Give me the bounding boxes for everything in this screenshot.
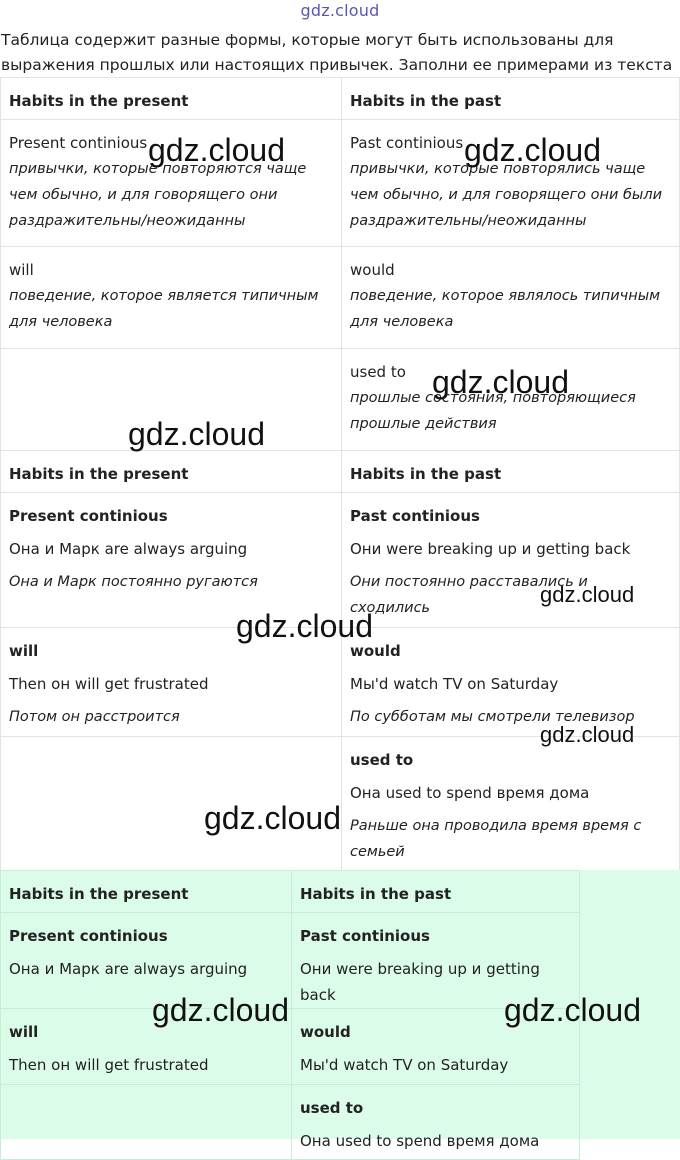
form-label: would [300, 1023, 351, 1041]
example-sentence: Они were breaking up и getting back [300, 960, 540, 1004]
form-label: will [9, 1023, 39, 1041]
header-past-cell [342, 78, 680, 120]
example-sentence: Она и Марк are always arguing [9, 540, 248, 558]
table-cell [342, 737, 680, 871]
form-description: привычки, которые повторяются чаще чем обычно, и для говорящего они раздражительны/неожиданны [9, 161, 307, 229]
form-label: will [9, 642, 39, 660]
header-past: Habits in the past [350, 465, 502, 483]
example-sentence: Then он will get frustrated [9, 675, 209, 693]
watermark: gdz.cloud [464, 132, 601, 168]
form-description: поведение, которое являлось типичным для человека [350, 288, 661, 330]
header-present: Habits in the present [9, 885, 189, 903]
form-label: used to [350, 363, 406, 381]
example-sentence: Она used to spend время дома [300, 1132, 540, 1150]
form-label: will [9, 261, 34, 279]
example-sentence: Then он will get frustrated [9, 1056, 209, 1074]
watermark: gdz.cloud [204, 800, 341, 836]
example-sentence: Мы'd watch TV on Saturday [300, 1056, 509, 1074]
form-description: поведение, которое является типичным для человека [9, 288, 319, 330]
form-label: Present continious [9, 507, 168, 525]
header-present-cell [1, 78, 342, 120]
watermark: gdz.cloud [432, 364, 569, 400]
empty-cell [1, 1085, 292, 1160]
header-present: Habits in the present [9, 92, 189, 110]
example-sentence: Они were breaking up и getting back [350, 540, 631, 558]
form-label: Past continious [300, 927, 430, 945]
form-label: would [350, 261, 395, 279]
table-cell [292, 1085, 580, 1160]
example-sentence: Мы'd watch TV on Saturday [350, 675, 559, 693]
table-cell [342, 247, 680, 349]
example-sentence: Она и Марк are always arguing [9, 960, 248, 978]
header-present-cell [1, 451, 342, 493]
example-translation: Потом он расстроится [9, 709, 180, 725]
example-translation: Она и Марк постоянно ругаются [9, 574, 258, 590]
header-past: Habits in the past [350, 92, 502, 110]
table-cell [342, 628, 680, 737]
watermark: gdz.cloud [148, 132, 285, 168]
header-past-cell [292, 871, 580, 913]
header-present: Habits in the present [9, 465, 189, 483]
table-cell [1, 247, 342, 349]
form-label: used to [350, 751, 414, 769]
header-present-cell [1, 871, 292, 913]
form-label: Present continious [9, 927, 168, 945]
watermark: gdz.cloud [504, 992, 641, 1028]
site-logo[interactable]: gdz.cloud [300, 1, 380, 20]
header-past-cell [342, 451, 680, 493]
form-label: Present continious [9, 134, 148, 152]
form-description: прошлые состояния, повторяющиеся прошлые действия [350, 390, 636, 432]
header-past: Habits in the past [300, 885, 452, 903]
example-sentence: Она used to spend время дома [350, 784, 590, 802]
watermark: gdz.cloud [236, 608, 373, 644]
form-label: would [350, 642, 401, 660]
watermark: gdz.cloud [540, 722, 635, 747]
form-label: Past continious [350, 134, 464, 152]
example-translation: Они постоянно расставались и сходились [350, 574, 588, 616]
example-translation: Раньше она проводила время время с семьей [350, 818, 642, 860]
watermark: gdz.cloud [152, 992, 289, 1028]
example-translation: По субботам мы смотрели телевизор [350, 709, 635, 725]
form-label: Past continious [350, 507, 480, 525]
watermark: gdz.cloud [128, 416, 265, 452]
habits-answer-table [0, 870, 580, 1160]
watermark: gdz.cloud [540, 582, 635, 607]
intro-text: Таблица содержит разные формы, которые могут быть использованы для выражения прошлых или настоящих привычек. Заполни ее примерами из текста [1, 31, 673, 74]
form-description: привычки, которые повторялись чаще чем обычно, и для говорящего они были раздражительны/неожиданны [350, 161, 663, 229]
form-label: used to [300, 1099, 364, 1117]
